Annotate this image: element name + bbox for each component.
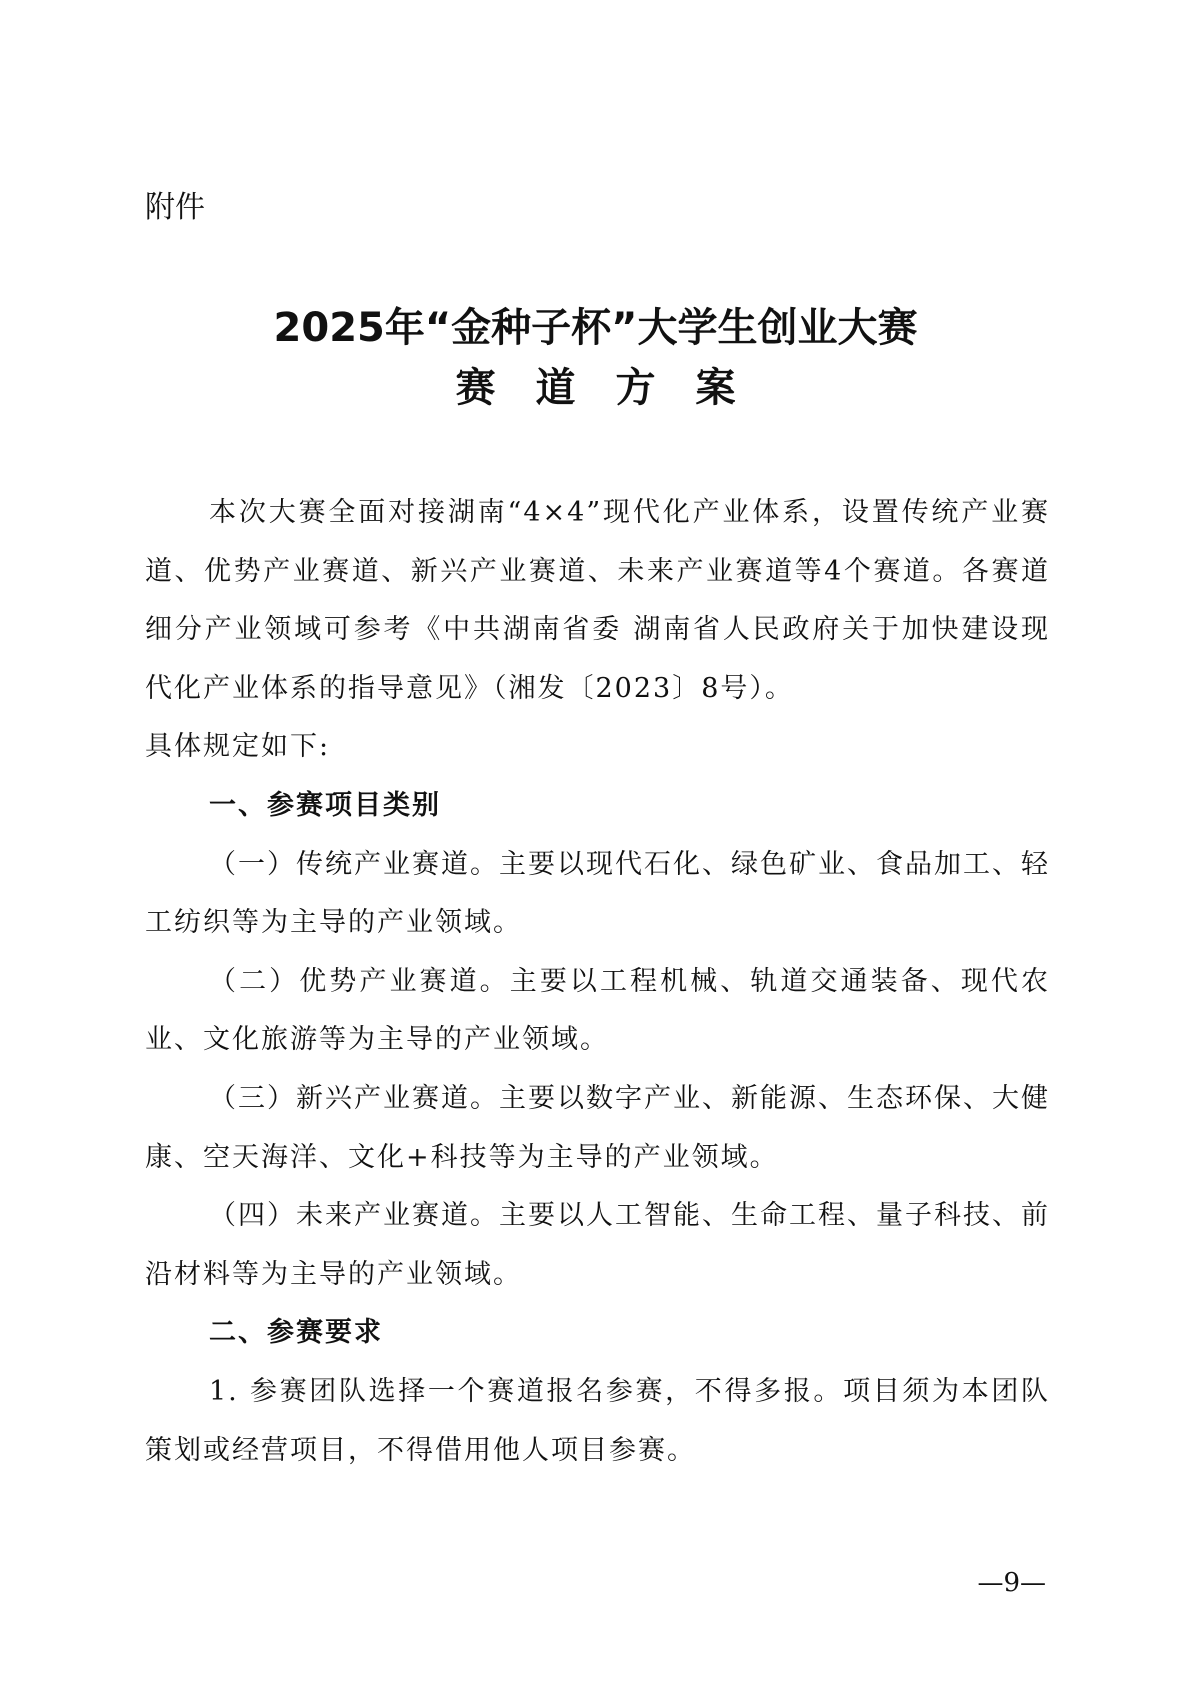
section-heading-2: 二、参赛要求 — [209, 1317, 383, 1349]
category-item-1: （一）传统产业赛道。主要以现代石化、绿色矿业、食品加工、轻工纺织等为主导的产业领域。 — [145, 848, 1050, 939]
requirement-item-1: 1. 参赛团队选择一个赛道报名参赛，不得多报。项目须为本团队策划或经营项目，不得借用他人项目参赛。 — [145, 1375, 1050, 1466]
category-item-2: （二）优势产业赛道。主要以工程机械、轨道交通装备、现代农业、文化旅游等为主导的产业领域。 — [145, 965, 1050, 1056]
intro-tail: 具体规定如下: — [145, 731, 331, 763]
attachment-label: 附件 — [145, 190, 205, 225]
document-body — [145, 484, 1050, 1480]
category-item-3: （三）新兴产业赛道。主要以数字产业、新能源、生态环保、大健康、空天海洋、文化+科技等为主导的产业领域。 — [145, 1082, 1050, 1173]
page-number: —9— — [977, 1568, 1046, 1598]
document-title: 2025年“金种子杯”大学生创业大赛 — [273, 305, 918, 351]
document-subtitle: 赛道方案 — [455, 365, 776, 411]
category-item-4: （四）未来产业赛道。主要以人工智能、生命工程、量子科技、前沿材料等为主导的产业领域。 — [145, 1200, 1050, 1290]
intro-paragraph: 本次大赛全面对接湖南“4×4”现代化产业体系，设置传统产业赛道、优势产业赛道、新兴产业赛道、未来产业赛道等4个赛道。各赛道细分产业领域可参考《中共湖南省委 湖南省人民政府关于加快建设现代化产业体系的指导意见》（湘发〔2023〕8号）。 — [145, 497, 1050, 704]
section-heading-1: 一、参赛项目类别 — [209, 789, 441, 821]
